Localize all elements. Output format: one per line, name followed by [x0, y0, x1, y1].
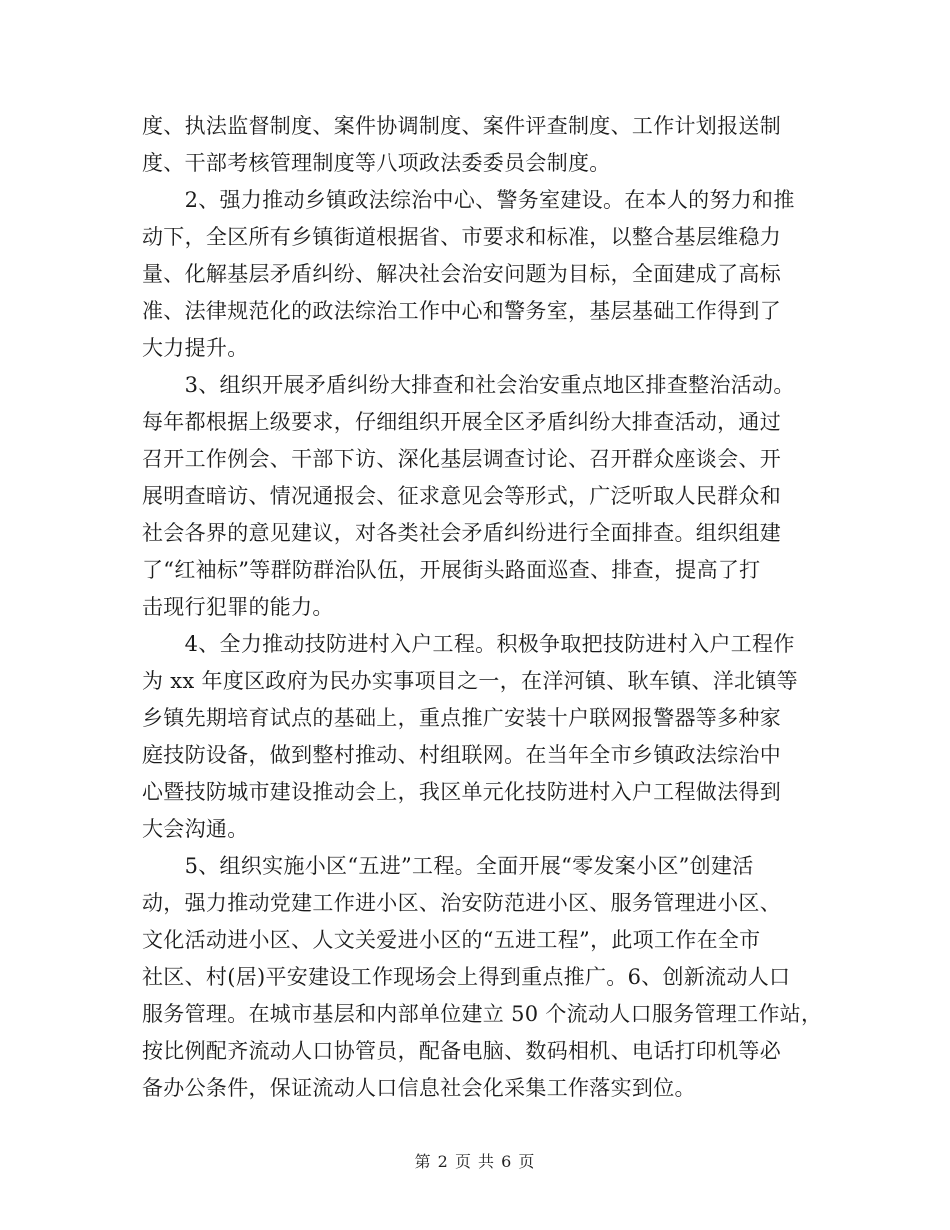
body-text — [142, 108, 823, 1107]
text-line-18: 庭技防设备，做到整村推动、村组联网。在当年全市乡镇政法综治中 — [142, 743, 781, 767]
text-line-23: 文化活动进小区、人文关爱进小区的“五进工程”，此项工作在全市 — [142, 928, 761, 952]
text-line-10: 召开工作例会、干部下访、深化基层调查讨论、召开群众座谈会、开 — [142, 447, 781, 471]
text-line-27: 备办公条件，保证流动人口信息社会化采集工作落实到位。 — [142, 1076, 696, 1100]
text-line-9: 每年都根据上级要求，仔细组织开展全区矛盾纠纷大排查活动，通过 — [142, 410, 781, 434]
text-line-12: 社会各界的意见建议，对各类社会矛盾纠纷进行全面排查。组织组建 — [142, 521, 781, 545]
text-line-14: 击现行犯罪的能力。 — [142, 595, 334, 619]
text-line-22: 动，强力推动党建工作进小区、治安防范进小区、服务管理进小区、 — [142, 891, 781, 915]
text-line-11: 展明查暗访、情况通报会、征求意见会等形式，广泛听取人民群众和 — [142, 484, 781, 508]
text-line-16: 为 xx 年度区政府为民办实事项目之一，在洋河镇、耿车镇、洋北镇等 — [142, 669, 798, 693]
text-line-1: 度、执法监督制度、案件协调制度、案件评查制度、工作计划报送制 — [142, 114, 781, 138]
text-line-7: 大力提升。 — [142, 336, 249, 360]
text-line-15: 4、全力推动技防进村入户工程。积极争取把技防进村入户工程作 — [142, 632, 795, 656]
text-line-3: 2、强力推动乡镇政法综治中心、警务室建设。在本人的努力和推 — [142, 188, 795, 212]
text-line-5: 量、化解基层矛盾纠纷、解决社会治安问题为目标，全面建成了高标 — [142, 262, 781, 286]
text-line-8: 3、组织开展矛盾纠纷大排查和社会治安重点地区排查整治活动。 — [142, 373, 795, 397]
text-line-26: 按比例配齐流动人口协管员，配备电脑、数码相机、电话打印机等必 — [142, 1039, 781, 1063]
text-line-6: 准、法律规范化的政法综治工作中心和警务室，基层基础工作得到了 — [142, 299, 781, 323]
text-line-17: 乡镇先期培育试点的基础上，重点推广安装十户联网报警器等多种家 — [142, 706, 781, 730]
text-line-4: 动下，全区所有乡镇街道根据省、市要求和标准，以整合基层维稳力 — [142, 225, 781, 249]
text-line-2: 度、干部考核管理制度等八项政法委委员会制度。 — [142, 151, 611, 175]
text-line-21: 5、组织实施小区“五进”工程。全面开展“零发案小区”创建活 — [142, 854, 754, 878]
text-line-25: 服务管理。在城市基层和内部单位建立 50 个流动人口服务管理工作站， — [142, 1002, 823, 1026]
text-line-20: 大会沟通。 — [142, 817, 249, 841]
text-line-24: 社区、村(居)平安建设工作现场会上得到重点推广。6、创新流动人口 — [142, 965, 791, 989]
text-line-19: 心暨技防城市建设推动会上，我区单元化技防进村入户工程做法得到 — [142, 780, 781, 804]
text-line-13: 了“红袖标”等群防群治队伍，开展街头路面巡查、排查，提高了打 — [142, 558, 761, 582]
page-number-footer: 第 2 页 共 6 页 — [414, 1152, 536, 1171]
